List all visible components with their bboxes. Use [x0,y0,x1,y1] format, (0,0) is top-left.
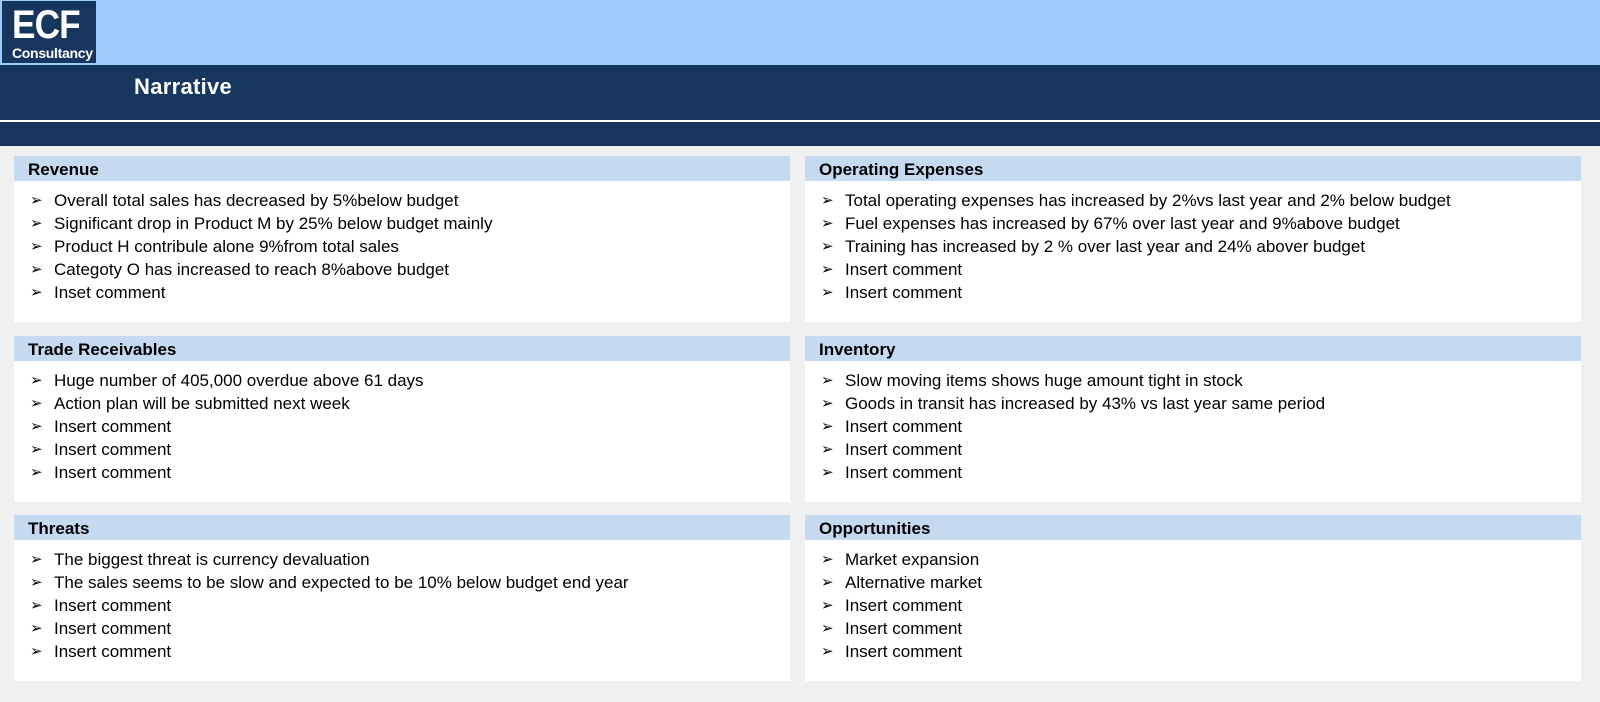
section-title: Threats [28,519,90,538]
item-text: Insert comment [845,283,963,302]
item-text: Goods in transit has increased by 43% vs last year same period [845,394,1326,413]
section-header [14,336,790,361]
list-item [821,640,982,663]
item-text: Product H contribule alone 9%from total sales [54,237,399,256]
arrow-bullet-icon: ➢ [821,418,834,435]
item-text: Huge number of 405,000 overdue above 61 days [54,371,424,390]
item-text: Insert comment [54,642,172,661]
section-title: Operating Expenses [819,160,984,179]
list-item [821,594,982,617]
section-bullet-list [30,548,629,663]
list-item [30,258,492,281]
top-banner [0,0,1600,65]
item-text: Fuel expenses has increased by 67% over last year and 9%above budget [845,214,1400,233]
list-item [30,438,424,461]
logo-subtitle: Consultancy [12,45,93,61]
list-item [821,258,1451,281]
arrow-bullet-icon: ➢ [30,372,43,389]
arrow-bullet-icon: ➢ [30,643,43,660]
arrow-bullet-icon: ➢ [821,441,834,458]
arrow-bullet-icon: ➢ [821,192,834,209]
arrow-bullet-icon: ➢ [30,597,43,614]
item-text: Alternative market [845,573,982,592]
list-item [821,571,982,594]
arrow-bullet-icon: ➢ [821,620,834,637]
item-text: The biggest threat is currency devaluation [54,550,370,569]
section-title: Trade Receivables [28,340,177,359]
arrow-bullet-icon: ➢ [821,238,834,255]
arrow-bullet-icon: ➢ [30,395,43,412]
section-header [14,156,790,181]
arrow-bullet-icon: ➢ [30,551,43,568]
list-item [821,438,1325,461]
item-text: The sales seems to be slow and expected to be 10% below budget end year [54,573,629,592]
item-text: Action plan will be submitted next week [54,394,350,413]
arrow-bullet-icon: ➢ [821,551,834,568]
list-item [30,594,629,617]
arrow-bullet-icon: ➢ [30,620,43,637]
arrow-bullet-icon: ➢ [821,261,834,278]
section-card-inventory [805,336,1581,502]
item-text: Categoty O has increased to reach 8%above budget [54,260,450,279]
list-item [821,415,1325,438]
list-item [30,571,629,594]
list-item [30,415,424,438]
section-card-opportunities [805,515,1581,681]
arrow-bullet-icon: ➢ [821,395,834,412]
section-header [805,336,1581,361]
item-text: Insert comment [54,417,172,436]
item-text: Insert comment [845,260,963,279]
item-text: Inset comment [54,283,166,302]
section-title: Revenue [28,160,99,179]
company-logo [2,1,96,63]
item-text: Insert comment [54,619,172,638]
list-item [30,369,424,392]
arrow-bullet-icon: ➢ [821,372,834,389]
item-text: Training has increased by 2 % over last year and 24% abover budget [845,237,1366,256]
arrow-bullet-icon: ➢ [30,192,43,209]
arrow-bullet-icon: ➢ [821,574,834,591]
page-title: Narrative [134,74,233,99]
list-item [30,617,629,640]
section-bullet-list [821,548,982,663]
arrow-bullet-icon: ➢ [30,464,43,481]
list-item [821,392,1325,415]
item-text: Insert comment [845,463,963,482]
item-text: Insert comment [54,596,172,615]
section-bullet-list [821,369,1325,484]
section-title: Inventory [819,340,896,359]
item-text: Insert comment [845,596,963,615]
item-text: Slow moving items shows huge amount tight in stock [845,371,1243,390]
arrow-bullet-icon: ➢ [821,215,834,232]
item-text: Insert comment [845,619,963,638]
arrow-bullet-icon: ➢ [30,284,43,301]
item-text: Total operating expenses has increased by 2%vs last year and 2% below budget [845,191,1451,210]
arrow-bullet-icon: ➢ [821,597,834,614]
section-card-revenue [14,156,790,322]
arrow-bullet-icon: ➢ [30,238,43,255]
list-item [30,548,629,571]
item-text: Insert comment [845,642,963,661]
item-text: Insert comment [54,463,172,482]
list-item [821,548,982,571]
arrow-bullet-icon: ➢ [30,441,43,458]
arrow-bullet-icon: ➢ [30,418,43,435]
title-bar [0,65,1600,120]
section-header [805,156,1581,181]
arrow-bullet-icon: ➢ [30,574,43,591]
sub-header-bar [0,122,1600,146]
list-item [30,189,492,212]
item-text: Overall total sales has decreased by 5%below budget [54,191,459,210]
list-item [821,369,1325,392]
list-item [30,212,492,235]
list-item [821,212,1451,235]
list-item [821,281,1451,304]
list-item [30,640,629,663]
list-item [821,617,982,640]
section-bullet-list [821,189,1451,304]
narrative-content [0,146,1600,702]
arrow-bullet-icon: ➢ [30,215,43,232]
list-item [821,235,1451,258]
section-title: Opportunities [819,519,931,538]
item-text: Insert comment [54,440,172,459]
item-text: Insert comment [845,440,963,459]
section-card-operating-expenses [805,156,1581,322]
list-item [30,392,424,415]
list-item [821,461,1325,484]
item-text: Insert comment [845,417,963,436]
section-bullet-list [30,189,492,304]
section-header [805,515,1581,540]
arrow-bullet-icon: ➢ [30,261,43,278]
section-header [14,515,790,540]
arrow-bullet-icon: ➢ [821,464,834,481]
list-item [30,461,424,484]
section-bullet-list [30,369,424,484]
list-item [821,189,1451,212]
list-item [30,235,492,258]
item-text: Significant drop in Product M by 25% below budget mainly [54,214,493,233]
section-card-threats [14,515,790,681]
list-item [30,281,492,304]
section-card-trade-receivables [14,336,790,502]
arrow-bullet-icon: ➢ [821,643,834,660]
arrow-bullet-icon: ➢ [821,284,834,301]
item-text: Market expansion [845,550,980,569]
logo-wordmark: ECF [12,3,80,47]
